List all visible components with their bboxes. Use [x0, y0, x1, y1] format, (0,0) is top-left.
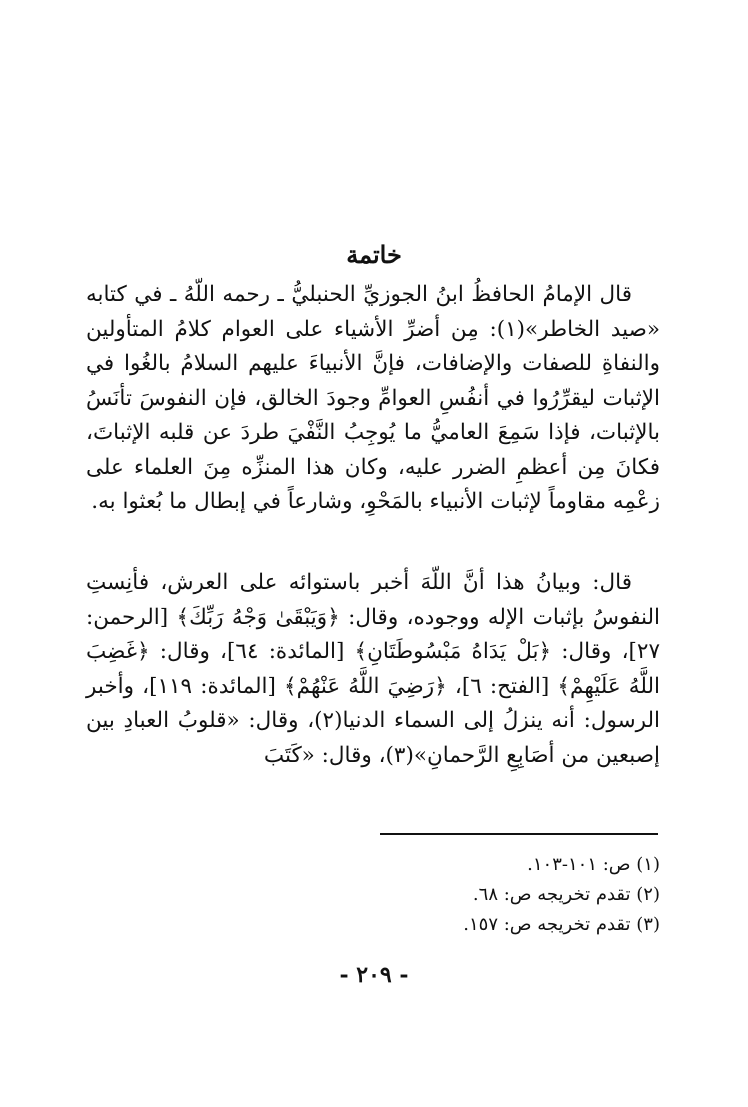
- footnote-separator: [380, 833, 658, 835]
- footnote-1: (١) ص: ١٠١-١٠٣.: [527, 854, 660, 875]
- footnotes: [86, 850, 660, 940]
- footnote-3: (٣) تقدم تخريجه ص: ١٥٧.: [463, 914, 660, 935]
- page-number: - ٢٠٩ -: [339, 962, 409, 988]
- footnote-2: (٢) تقدم تخريجه ص: ٦٨.: [472, 884, 660, 905]
- body-paragraph-2: قال: وبيانُ هذا أنَّ اللّهَ أخبر باستوائه على العرش، فأنِستِ النفوسُ بإثبات الإله ووجوده، وقال: ﴿وَيَبْقَىٰ وَجْهُ رَبِّكَ﴾ [الرحمن: ٢٧]، وقال: ﴿بَلْ يَدَاهُ مَبْسُوطَتَانِ﴾ [المائدة: ٦٤]، وقال: ﴿غَضِبَ اللَّهُ عَلَيْهِمْ﴾ [الفتح: ٦]، ﴿رَضِيَ اللَّهُ عَنْهُمْ﴾ [المائدة: ١١٩]، وأخبر الرسول: أنه ينزلُ إلى السماء الدنيا(٢)، وقال: «قلوبُ العبادِ بين إصبعين من أصَابِعِ الرَّحمانِ»(٣)، وقال: «كَتَبَ: [86, 570, 661, 768]
- chapter-title: خاتمة: [346, 240, 402, 269]
- body-paragraph-1: قال الإمامُ الحافظُ ابنُ الجوزيِّ الحنبليُّ ـ رحمه اللّهُ ـ في كتابه «صيد الخاطر»(١): مِن أضرِّ الأشياء على العوام كلامُ المتأولين والنفاةِ للصفات والإضافات، فإنَّ الأنبياءَ عليهم السلامُ بالغُوا في الإثبات ليقرِّرُوا في أنفُسِ العوامِّ وجودَ الخالق، فإن النفوسَ تأنَسُ بالإثبات، فإذا سَمِعَ العاميُّ ما يُوجِبُ النَّفْيَ طردَ عن قلبه الإثباتَ، فكانَ مِن أعظمِ الضرر عليه، وكان هذا المنزِّه مِنَ العلماء على زعْمِه مقاوماً لإثبات الأنبياء بالمَحْوِ، وشارعاً في إبطال ما بُعثوا به.: [86, 282, 660, 514]
